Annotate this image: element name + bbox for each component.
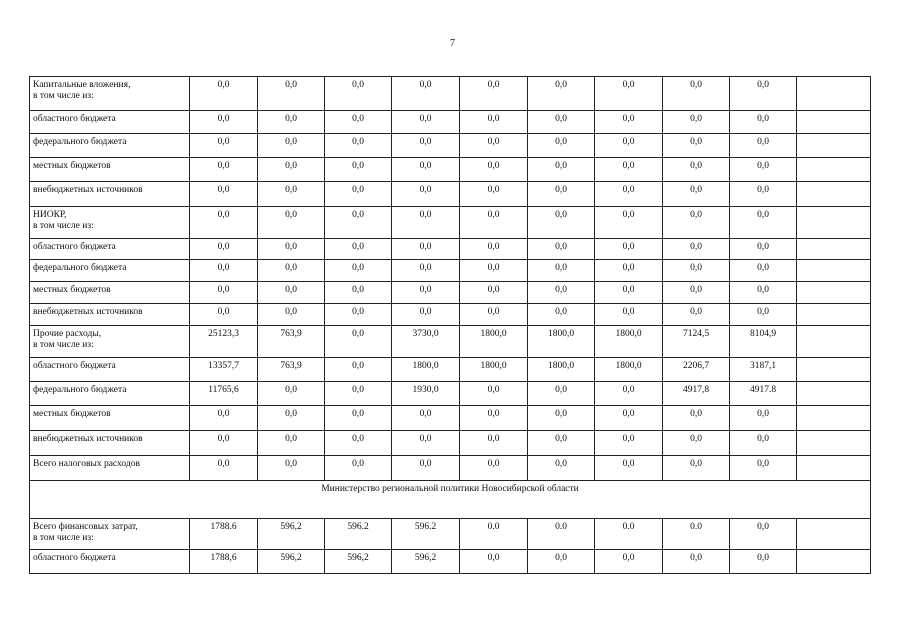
value-cell: 0,0 bbox=[190, 239, 258, 260]
value-cell: 0.0 bbox=[528, 519, 595, 550]
value-cell: 0,0 bbox=[460, 260, 528, 282]
value-cell: 0,0 bbox=[392, 406, 460, 431]
value-cell: 596.2 bbox=[392, 519, 460, 550]
value-cell: 1800,0 bbox=[528, 326, 595, 358]
value-cell: 0,0 bbox=[663, 134, 730, 158]
value-cell: 0,0 bbox=[325, 260, 392, 282]
row-label-text: Всего финансовых затрат, bbox=[33, 522, 138, 532]
value-cell: 0,0 bbox=[595, 239, 663, 260]
row-label bbox=[30, 304, 190, 326]
table-row bbox=[30, 358, 871, 382]
row-label bbox=[30, 358, 190, 382]
value-cell: 0,0 bbox=[325, 406, 392, 431]
value-cell: 0,0 bbox=[460, 158, 528, 182]
table-row bbox=[30, 239, 871, 260]
value-cell: 0,0 bbox=[730, 456, 797, 481]
value-cell: 0,0 bbox=[730, 111, 797, 134]
row-label bbox=[30, 406, 190, 431]
value-cell: 0,0 bbox=[190, 304, 258, 326]
value-cell: 0,0 bbox=[663, 456, 730, 481]
table-row bbox=[30, 326, 871, 358]
row-label bbox=[30, 519, 190, 550]
row-label bbox=[30, 111, 190, 134]
value-cell: 0,0 bbox=[730, 134, 797, 158]
value-cell: 0,0 bbox=[663, 304, 730, 326]
table-row bbox=[30, 260, 871, 282]
value-cell: 0,0 bbox=[325, 431, 392, 456]
value-cell: 0,0 bbox=[325, 382, 392, 406]
table-row bbox=[30, 77, 871, 111]
value-cell: 0,0 bbox=[392, 282, 460, 304]
value-cell: 0,0 bbox=[258, 182, 325, 207]
value-cell: 0.0 bbox=[663, 519, 730, 550]
table-row bbox=[30, 456, 871, 481]
value-cell: 0,0 bbox=[730, 182, 797, 207]
value-cell: 0,0 bbox=[392, 456, 460, 481]
value-cell: 0,0 bbox=[392, 182, 460, 207]
value-cell: 0,0 bbox=[663, 182, 730, 207]
value-cell: 0,0 bbox=[392, 304, 460, 326]
value-cell: 0,0 bbox=[730, 239, 797, 260]
value-cell: 0,0 bbox=[258, 207, 325, 239]
value-cell: 0,0 bbox=[392, 207, 460, 239]
value-cell: 0,0 bbox=[528, 207, 595, 239]
value-cell: 0,0 bbox=[190, 406, 258, 431]
value-cell: 596,2 bbox=[258, 550, 325, 574]
row-label-text: внебюджетных источников bbox=[33, 185, 143, 195]
value-cell: 0,0 bbox=[325, 456, 392, 481]
value-cell: 0,0 bbox=[663, 239, 730, 260]
empty-cell bbox=[797, 519, 871, 550]
value-cell: 0,0 bbox=[190, 111, 258, 134]
table-row bbox=[30, 519, 871, 550]
value-cell: 0,0 bbox=[258, 431, 325, 456]
row-label-text: внебюджетных источников bbox=[33, 434, 143, 444]
value-cell: 0,0 bbox=[190, 182, 258, 207]
row-label bbox=[30, 134, 190, 158]
value-cell: 0,0 bbox=[595, 77, 663, 111]
value-cell: 763,9 bbox=[258, 358, 325, 382]
row-label-text: областного бюджета bbox=[33, 114, 116, 124]
table-row bbox=[30, 406, 871, 431]
row-label-text: федерального бюджета bbox=[33, 385, 127, 395]
value-cell: 0,0 bbox=[392, 77, 460, 111]
value-cell: 25123,3 bbox=[190, 326, 258, 358]
value-cell: 0,0 bbox=[528, 304, 595, 326]
value-cell: 0,0 bbox=[460, 550, 528, 574]
row-label bbox=[30, 260, 190, 282]
value-cell: 0,0 bbox=[325, 158, 392, 182]
value-cell: 0,0 bbox=[528, 182, 595, 207]
value-cell: 0,0 bbox=[730, 282, 797, 304]
table-row bbox=[30, 182, 871, 207]
row-label bbox=[30, 431, 190, 456]
value-cell: 0,0 bbox=[258, 158, 325, 182]
value-cell: 0,0 bbox=[730, 77, 797, 111]
value-cell: 0,0 bbox=[595, 260, 663, 282]
value-cell: 0,0 bbox=[595, 406, 663, 431]
value-cell: 0,0 bbox=[460, 207, 528, 239]
row-label-text: НИОКР, bbox=[33, 210, 67, 220]
empty-cell bbox=[797, 239, 871, 260]
row-label-subtext: в том числе из: bbox=[33, 221, 94, 231]
financing-table bbox=[29, 76, 871, 574]
value-cell: 7124,5 bbox=[663, 326, 730, 358]
value-cell: 0,0 bbox=[190, 260, 258, 282]
value-cell: 0,0 bbox=[595, 431, 663, 456]
row-label bbox=[30, 326, 190, 358]
value-cell: 0,0 bbox=[595, 282, 663, 304]
value-cell: 0,0 bbox=[392, 134, 460, 158]
row-label bbox=[30, 550, 190, 574]
value-cell: 0,0 bbox=[190, 158, 258, 182]
value-cell: 0,0 bbox=[392, 431, 460, 456]
value-cell: 0,0 bbox=[663, 282, 730, 304]
value-cell: 0,0 bbox=[528, 550, 595, 574]
value-cell: 0,0 bbox=[528, 239, 595, 260]
value-cell: 0,0 bbox=[460, 134, 528, 158]
value-cell: 0,0 bbox=[258, 456, 325, 481]
page-number: 7 bbox=[450, 38, 455, 49]
row-label-text: местных бюджетов bbox=[33, 409, 111, 419]
value-cell: 0,0 bbox=[325, 77, 392, 111]
value-cell: 0,0 bbox=[460, 382, 528, 406]
value-cell: 2206,7 bbox=[663, 358, 730, 382]
value-cell: 0,0 bbox=[392, 260, 460, 282]
row-label-text: областного бюджета bbox=[33, 242, 116, 252]
value-cell: 1800,0 bbox=[460, 326, 528, 358]
value-cell: 0,0 bbox=[325, 239, 392, 260]
value-cell: 0,0 bbox=[595, 456, 663, 481]
value-cell: 0,0 bbox=[528, 77, 595, 111]
value-cell: 0,0 bbox=[730, 158, 797, 182]
empty-cell bbox=[797, 111, 871, 134]
row-label-text: Капитальные вложения, bbox=[33, 80, 131, 90]
value-cell: 0,0 bbox=[258, 406, 325, 431]
value-cell: 0,0 bbox=[392, 158, 460, 182]
value-cell: 0,0 bbox=[258, 282, 325, 304]
ministry-title: Министерство региональной политики Новосибирской области bbox=[30, 481, 871, 519]
table-row bbox=[30, 111, 871, 134]
row-label bbox=[30, 282, 190, 304]
empty-cell bbox=[797, 77, 871, 111]
value-cell: 0,0 bbox=[460, 431, 528, 456]
value-cell: 596,2 bbox=[392, 550, 460, 574]
row-label-text: Прочие расходы, bbox=[33, 329, 102, 339]
value-cell: 0,0 bbox=[325, 111, 392, 134]
value-cell: 0,0 bbox=[392, 111, 460, 134]
row-label bbox=[30, 239, 190, 260]
value-cell: 0,0 bbox=[258, 111, 325, 134]
value-cell: 0,0 bbox=[325, 282, 392, 304]
value-cell: 0,0 bbox=[460, 304, 528, 326]
value-cell: 0,0 bbox=[663, 406, 730, 431]
value-cell: 0,0 bbox=[258, 77, 325, 111]
value-cell: 0,0 bbox=[595, 111, 663, 134]
value-cell: 0,0 bbox=[392, 239, 460, 260]
value-cell: 0,0 bbox=[730, 431, 797, 456]
empty-cell bbox=[797, 260, 871, 282]
row-label-subtext: в том числе из: bbox=[33, 533, 94, 543]
value-cell: 596,2 bbox=[258, 519, 325, 550]
value-cell: 0,0 bbox=[325, 304, 392, 326]
value-cell: 0,0 bbox=[595, 207, 663, 239]
empty-cell bbox=[797, 358, 871, 382]
value-cell: 11765,6 bbox=[190, 382, 258, 406]
value-cell: 0,0 bbox=[730, 207, 797, 239]
value-cell: 0,0 bbox=[528, 406, 595, 431]
value-cell: 0,0 bbox=[663, 158, 730, 182]
value-cell: 1930,0 bbox=[392, 382, 460, 406]
value-cell: 0,0 bbox=[258, 382, 325, 406]
value-cell: 0,0 bbox=[730, 304, 797, 326]
value-cell: 763,9 bbox=[258, 326, 325, 358]
value-cell: 0,0 bbox=[730, 519, 797, 550]
value-cell: 0,0 bbox=[325, 182, 392, 207]
value-cell: 1800,0 bbox=[595, 326, 663, 358]
table-row bbox=[30, 207, 871, 239]
value-cell: 1800,0 bbox=[595, 358, 663, 382]
value-cell: 596,2 bbox=[325, 550, 392, 574]
empty-cell bbox=[797, 282, 871, 304]
value-cell: 0,0 bbox=[190, 431, 258, 456]
value-cell: 13357,7 bbox=[190, 358, 258, 382]
value-cell: 0,0 bbox=[730, 260, 797, 282]
table-row bbox=[30, 382, 871, 406]
empty-cell bbox=[797, 326, 871, 358]
value-cell: 0,0 bbox=[190, 282, 258, 304]
row-label-subtext: в том числе из: bbox=[33, 91, 94, 101]
value-cell: 0,0 bbox=[595, 550, 663, 574]
value-cell: 1800,0 bbox=[460, 358, 528, 382]
value-cell: 0,0 bbox=[258, 134, 325, 158]
row-label-subtext: в том числе из: bbox=[33, 340, 94, 350]
value-cell: 0,0 bbox=[190, 456, 258, 481]
empty-cell bbox=[797, 207, 871, 239]
value-cell: 0,0 bbox=[730, 406, 797, 431]
value-cell: 0,0 bbox=[663, 207, 730, 239]
value-cell: 1800,0 bbox=[528, 358, 595, 382]
value-cell: 0,0 bbox=[663, 111, 730, 134]
value-cell: 0.0 bbox=[460, 519, 528, 550]
value-cell: 596.2 bbox=[325, 519, 392, 550]
value-cell: 0,0 bbox=[528, 382, 595, 406]
empty-cell bbox=[797, 382, 871, 406]
value-cell: 8104,9 bbox=[730, 326, 797, 358]
empty-cell bbox=[797, 550, 871, 574]
value-cell: 3187,1 bbox=[730, 358, 797, 382]
empty-cell bbox=[797, 182, 871, 207]
empty-cell bbox=[797, 304, 871, 326]
empty-cell bbox=[797, 431, 871, 456]
value-cell: 0,0 bbox=[325, 134, 392, 158]
value-cell: 0,0 bbox=[595, 382, 663, 406]
table-row bbox=[30, 158, 871, 182]
value-cell: 0,0 bbox=[258, 239, 325, 260]
empty-cell bbox=[797, 158, 871, 182]
value-cell: 0,0 bbox=[595, 134, 663, 158]
row-label bbox=[30, 382, 190, 406]
value-cell: 0,0 bbox=[460, 182, 528, 207]
empty-cell bbox=[797, 456, 871, 481]
row-label bbox=[30, 158, 190, 182]
value-cell: 0,0 bbox=[190, 77, 258, 111]
value-cell: 0,0 bbox=[595, 182, 663, 207]
value-cell: 0,0 bbox=[528, 158, 595, 182]
row-label-text: областного бюджета bbox=[33, 553, 116, 563]
value-cell: 0,0 bbox=[460, 239, 528, 260]
value-cell: 0,0 bbox=[595, 158, 663, 182]
value-cell: 0,0 bbox=[325, 207, 392, 239]
row-label-text: Всего налоговых расходов bbox=[33, 459, 140, 469]
value-cell: 3730,0 bbox=[392, 326, 460, 358]
value-cell: 0,0 bbox=[663, 77, 730, 111]
table-row bbox=[30, 550, 871, 574]
value-cell: 0,0 bbox=[730, 550, 797, 574]
row-label-text: местных бюджетов bbox=[33, 285, 111, 295]
row-label bbox=[30, 77, 190, 111]
value-cell: 4917,8 bbox=[663, 382, 730, 406]
value-cell: 0,0 bbox=[528, 134, 595, 158]
value-cell: 0,0 bbox=[460, 282, 528, 304]
row-label-text: областного бюджета bbox=[33, 361, 116, 371]
row-label-text: внебюджетных источников bbox=[33, 307, 143, 317]
value-cell: 0,0 bbox=[190, 134, 258, 158]
row-label bbox=[30, 182, 190, 207]
value-cell: 0,0 bbox=[528, 431, 595, 456]
value-cell: 1788,6 bbox=[190, 550, 258, 574]
value-cell: 0,0 bbox=[460, 111, 528, 134]
value-cell: 0,0 bbox=[190, 207, 258, 239]
value-cell: 1800,0 bbox=[392, 358, 460, 382]
value-cell: 0,0 bbox=[325, 326, 392, 358]
row-label-text: местных бюджетов bbox=[33, 161, 111, 171]
value-cell: 0,0 bbox=[528, 260, 595, 282]
empty-cell bbox=[797, 134, 871, 158]
value-cell: 0,0 bbox=[325, 358, 392, 382]
value-cell: 0,0 bbox=[663, 550, 730, 574]
value-cell: 0,0 bbox=[528, 456, 595, 481]
value-cell: 0,0 bbox=[595, 304, 663, 326]
table-row bbox=[30, 431, 871, 456]
value-cell: 0,0 bbox=[460, 456, 528, 481]
table-body bbox=[30, 77, 871, 574]
empty-cell bbox=[797, 406, 871, 431]
value-cell: 0,0 bbox=[528, 111, 595, 134]
value-cell: 0,0 bbox=[258, 304, 325, 326]
value-cell: 4917.8 bbox=[730, 382, 797, 406]
table-row bbox=[30, 282, 871, 304]
value-cell: 0,0 bbox=[528, 282, 595, 304]
row-label bbox=[30, 207, 190, 239]
value-cell: 0,0 bbox=[460, 406, 528, 431]
table-row bbox=[30, 304, 871, 326]
value-cell: 0,0 bbox=[663, 431, 730, 456]
table-row bbox=[30, 134, 871, 158]
value-cell: 1788.6 bbox=[190, 519, 258, 550]
value-cell: 0.0 bbox=[595, 519, 663, 550]
ministry-row bbox=[30, 481, 871, 519]
value-cell: 0,0 bbox=[258, 260, 325, 282]
row-label-text: федерального бюджета bbox=[33, 137, 127, 147]
row-label-text: федерального бюджета bbox=[33, 263, 127, 273]
row-label bbox=[30, 456, 190, 481]
value-cell: 0,0 bbox=[460, 77, 528, 111]
value-cell: 0,0 bbox=[663, 260, 730, 282]
